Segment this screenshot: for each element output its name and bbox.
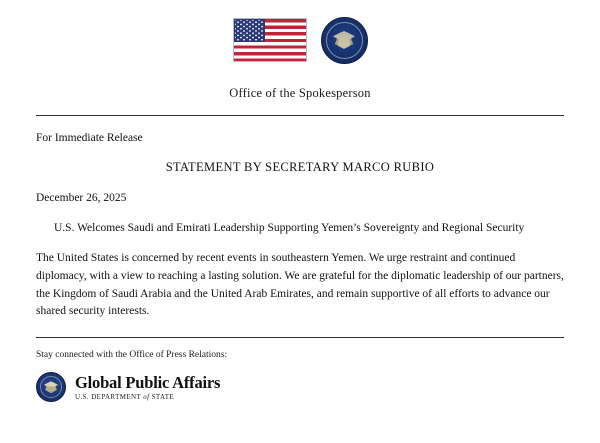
flag-canton — [234, 19, 265, 42]
divider-bottom — [36, 337, 564, 338]
eagle-glyph — [333, 31, 355, 49]
us-flag-icon — [233, 18, 307, 62]
divider-top — [36, 115, 564, 116]
global-public-affairs-brand — [36, 372, 564, 402]
office-of-the-spokesperson-label: Office of the Spokesperson — [229, 86, 371, 100]
flag-stars — [235, 20, 264, 41]
brand-subtitle — [75, 393, 220, 401]
release-notice: For Immediate Release — [36, 132, 143, 144]
eagle-glyph — [44, 381, 58, 393]
statement-subject: U.S. Welcomes Saudi and Emirati Leadership Supporting Yemen’s Sovereignty and Regional Security — [54, 222, 525, 234]
department-of-state-seal-icon — [36, 372, 66, 402]
release-date: December 26, 2025 — [36, 192, 127, 204]
department-of-state-seal-icon — [321, 17, 368, 64]
brand-title: Global Public Affairs — [75, 372, 221, 392]
brand-sub-prefix: U.S. DEPARTMENT — [75, 392, 142, 401]
statement-title: STATEMENT BY SECRETARY MARCO RUBIO — [165, 160, 435, 174]
statement-body: The United States is concerned by recent events in southeastern Yemen. We urge restraint and continued diplomacy, with a view to reaching a lasting solution. We are grateful for the diplomatic leadership of our partners, the Kingdom of Saudi Arabia and the United Arab Emirates, and remain supportive of all efforts to advance our shared security interests. — [36, 252, 564, 318]
press-relations-note: Stay connected with the Office of Press Relations: — [36, 350, 228, 361]
brand-text — [75, 374, 220, 401]
brand-sub-suffix: STATE — [151, 392, 175, 401]
emblem-row — [36, 0, 564, 68]
brand-sub-of: of — [143, 392, 150, 401]
